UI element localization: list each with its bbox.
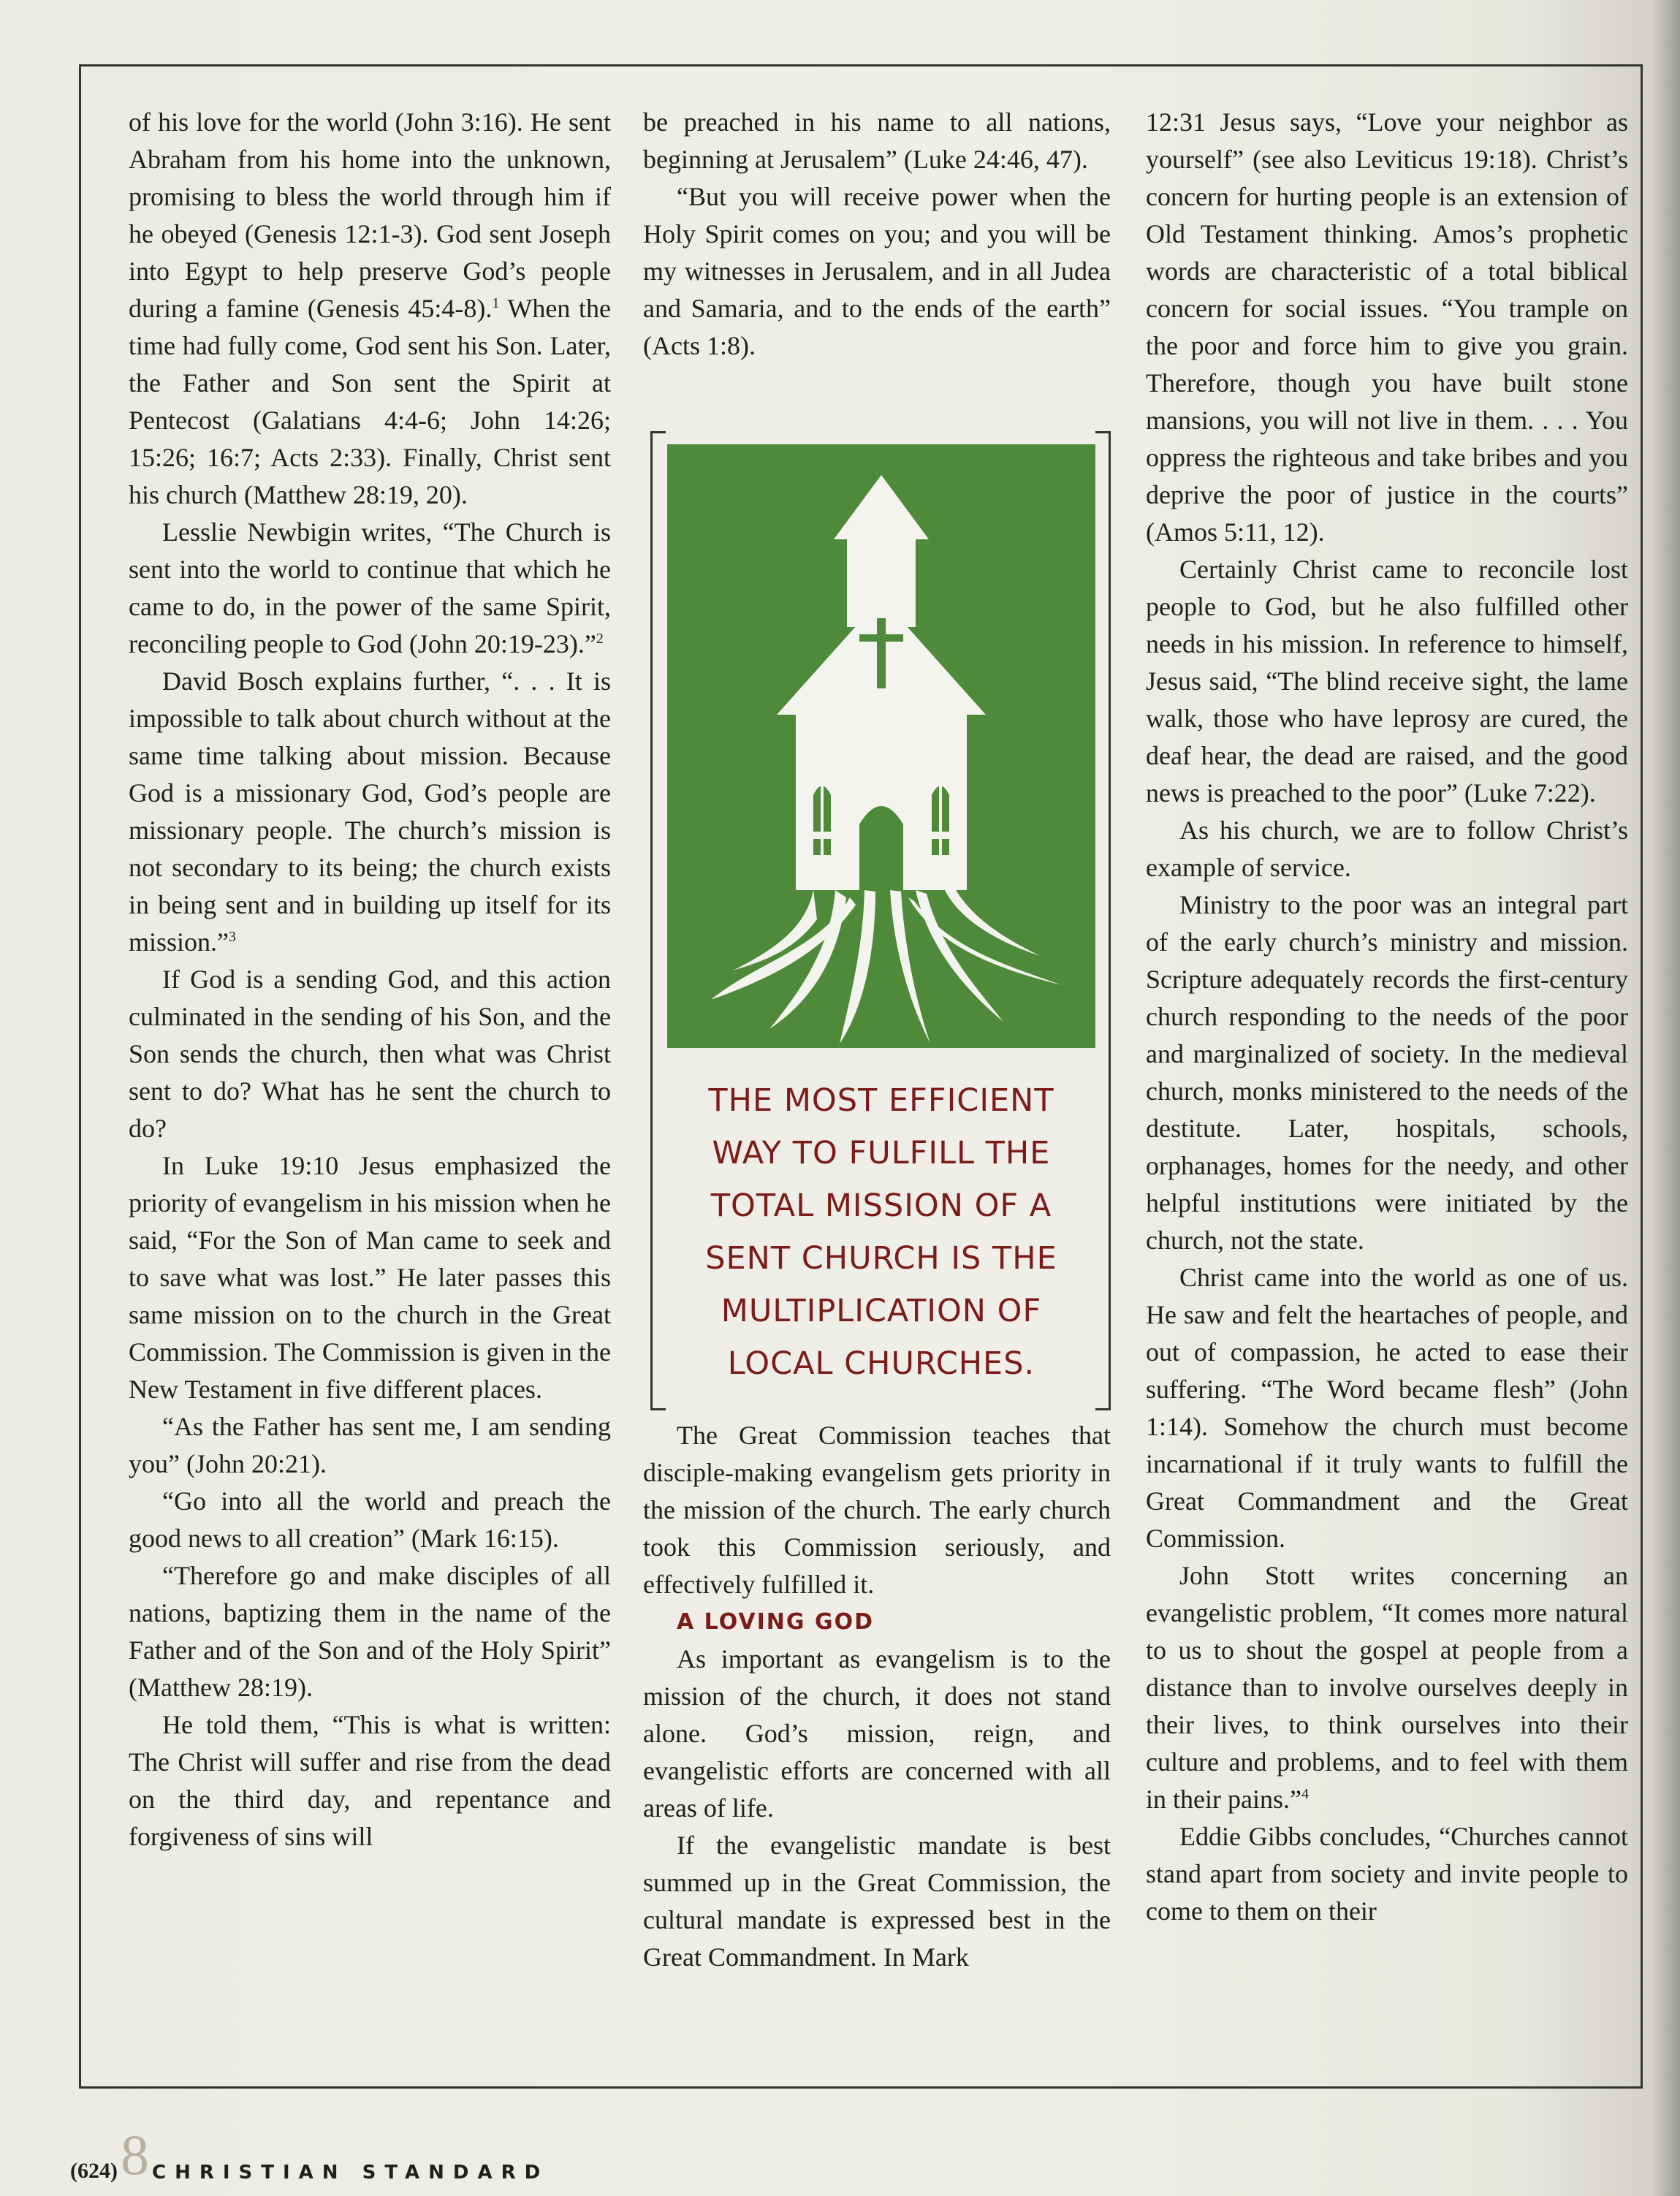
footnote-marker: 4 [1301, 1786, 1309, 1802]
magazine-name: CHRISTIAN STANDARD [151, 2162, 550, 2184]
footnote-marker: 2 [596, 631, 604, 647]
page-footer [70, 2123, 550, 2186]
paragraph: He told them, “This is what is written: The Christ will suffer and rise from the dead on the third day, and repentance and forgiveness of sins will [129, 1710, 611, 1851]
page-number: (624) [70, 2159, 118, 2183]
pull-quote-line: MULTIPLICATION OF [721, 1293, 1042, 1329]
paragraph: Eddie Gibbs concludes, “Churches cannot stand apart from society and invite people to come to them on their [1146, 1822, 1628, 1926]
paragraph: If God is a sending God, and this action culminated in the sending of his Son, and the Son sends the church, then what was Christ sent to do? What has he sent the church to do? [129, 965, 611, 1143]
paragraph: 12:31 Jesus says, “Love your neighbor as yourself” (see also Leviticus 19:18). Christ’s concern for hurting people is an extension of Old Testament thinking. Amos’s prophetic words are characteristic of a total biblical concern for social issues. “You trample on the poor and force him to give you grain. Therefore, though you have built stone mansions, you will not live in them. . . . You oppress the righteous and take bribes and you deprive the poor of justice in the courts” (Amos 5:11, 12). [1146, 107, 1628, 547]
pull-quote-box [650, 431, 1111, 1410]
pull-quote-line: WAY TO FULFILL THE [712, 1135, 1051, 1171]
paragraph: be preached in his name to all nations, beginning at Jerusalem” (Luke 24:46, 47). [643, 107, 1111, 174]
pull-quote-line: THE MOST EFFICIENT [708, 1082, 1054, 1119]
paragraph: “As the Father has sent me, I am sending you” (John 20:21). [129, 1412, 611, 1478]
paragraph: In Luke 19:10 Jesus emphasized the priority of evangelism in his mission when he said, “For the Son of Man came to seek and to save what was lost.” He later passes this same mission on to the church in the Great Commission. The Commission is given in the New Testament in five different places. [129, 1151, 611, 1404]
pull-quote [660, 1074, 1103, 1390]
paragraph: If the evangelistic mandate is best summed up in the Great Commission, the cultural mandate is expressed best in the Great Commandment. In Mark [643, 1831, 1111, 1972]
paragraph: of his love for the world (John 3:16). He sent Abraham from his home into the unknown, promising to bless the world through him if he obeyed (Genesis 12:1-3). God sent Joseph into Egypt to help preserve God’s people during a famine (Genesis 45:4-8).$^1$ When the time had fully come, God sent his Son. Later, the Father and Son sent the Spirit at Pentecost (Galatians 4:4-6; John 14:26; 15:26; 16:7; Acts 2:33). Finally, Christ sent his church (Matthew 28:19, 20). [129, 107, 611, 509]
page-edge-shadow [1651, 0, 1680, 2196]
paragraph: David Bosch explains further, “. . . It is impossible to talk about church without at the same time talking about mission. Because God is a missionary God, God’s people are missionary people. The church’s mission is not secondary to its being; the church exists in being sent and in building up itself for its mission.”$^3$ [129, 666, 611, 957]
paragraph: “But you will receive power when the Holy Spirit comes on you; and you will be my witnesses in Jerusalem, and in all Judea and Samaria, and to the ends of the earth” (Acts 1:8). [643, 182, 1111, 360]
paragraph: Certainly Christ came to reconcile lost people to God, but he also fulfilled other needs in his mission. In reference to himself, Jesus said, “The blind receive sight, the lame walk, those who have leprosy are cured, the deaf hear, the dead are raised, and the good news is preached to the poor” (Luke 7:22). [1146, 555, 1628, 808]
paragraph: “Go into all the world and preach the good news to all creation” (Mark 16:15). [129, 1486, 611, 1553]
paragraph: As important as evangelism is to the mission of the church, it does not stand alone. God’s mission, reign, and evangelistic efforts are concerned with all areas of life. [643, 1644, 1111, 1823]
paragraph: Christ came into the world as one of us. He saw and felt the heartaches of people, and out of compassion, he acted to ease their suffering. “The Word became flesh” (John 1:14). Somehow the church must become incarnational if it truly wants to fulfill the Great Commandment and the Great Commission. [1146, 1263, 1628, 1553]
pull-quote-line: LOCAL CHURCHES. [727, 1345, 1035, 1382]
issue-number: 8 [120, 2123, 149, 2186]
rooted-church-icon [667, 444, 1095, 1048]
pull-quote-line: SENT CHURCH IS THE [705, 1240, 1057, 1277]
pull-quote-line: TOTAL MISSION OF A [710, 1188, 1052, 1224]
section-heading: A LOVING GOD [677, 1609, 874, 1635]
paragraph: As his church, we are to follow Christ’s example of service. [1146, 816, 1628, 882]
paragraph: John Stott writes concerning an evangelistic problem, “It comes more natural to us to shout the gospel at people from a distance than to involve ourselves deeply in their lives, to think ourselves into their culture and problems, and to feel with them in their pains.”$^4$ [1146, 1561, 1628, 1814]
paragraph: Lesslie Newbigin writes, “The Church is sent into the world to continue that which he came to do, in the power of the same Spirit, reconciling people to God (John 20:19-23).”$^2$ [129, 517, 611, 658]
column-3 [1146, 104, 1628, 1930]
column-1 [129, 104, 611, 1855]
paragraph: Ministry to the poor was an integral part of the early church’s ministry and mission. Scripture adequately records the first-century church responding to the needs of the poor and marginalized of society. In the medieval church, monks ministered to the needs of the destitute. Later, hospitals, schools, orphanages, homes for the needy, and other helpful institutions were initiated by the church, not the state. [1146, 890, 1628, 1255]
footnote-marker: 3 [229, 929, 237, 945]
footnote-marker: 1 [492, 295, 500, 311]
paragraph: The Great Commission teaches that disciple-making evangelism gets priority in the mission of the church. The early church took this Commission seriously, and effectively fulfilled it. [643, 1421, 1111, 1599]
paragraph: “Therefore go and make disciples of all nations, baptizing them in the name of the Father and of the Son and of the Holy Spirit” (Matthew 28:19). [129, 1561, 611, 1702]
